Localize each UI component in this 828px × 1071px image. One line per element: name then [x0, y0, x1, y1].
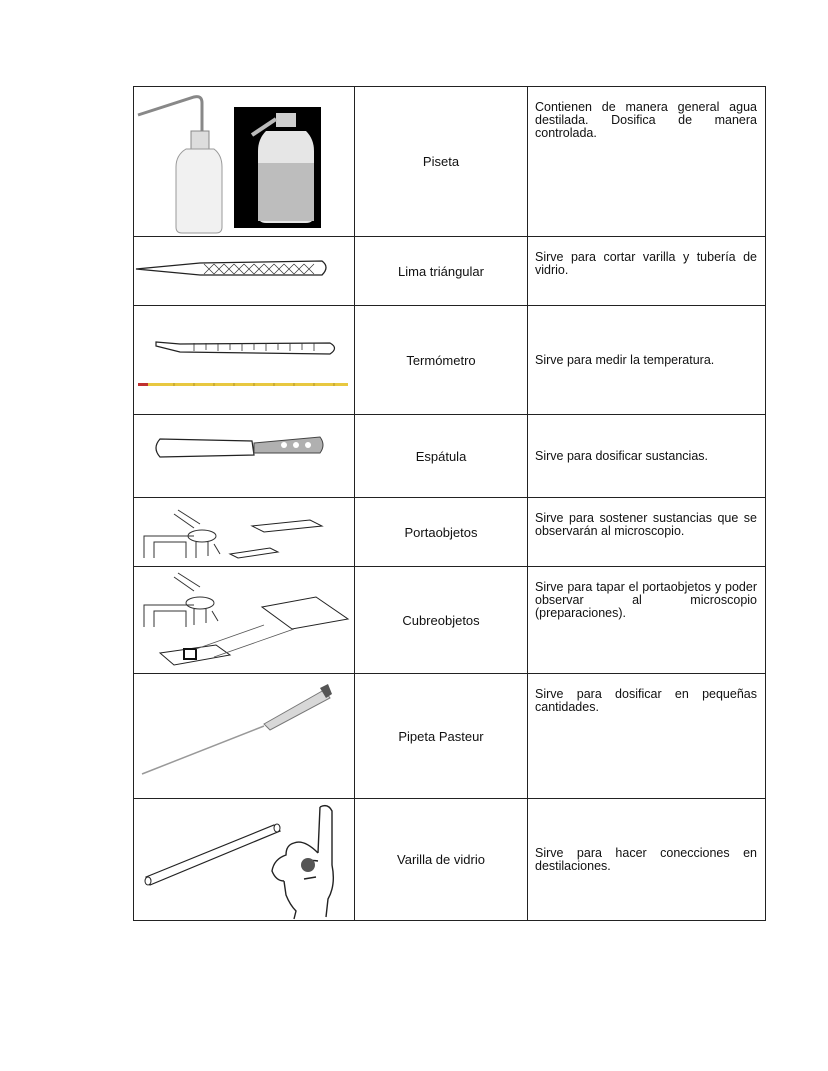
- item-description: Sirve para hacer conecciones en destilaciones.: [528, 799, 766, 921]
- image-cell: [134, 415, 355, 498]
- table-row: [134, 415, 766, 498]
- table-row: [134, 498, 766, 567]
- table-row: [134, 567, 766, 674]
- image-cell: [134, 306, 355, 415]
- glass-rod-icon: [134, 799, 354, 920]
- item-description: Sirve para dosificar sustancias.: [528, 415, 766, 498]
- thermometer-icon: [134, 306, 354, 414]
- item-name: Pipeta Pasteur: [355, 674, 528, 799]
- wash-bottle-icon: [134, 87, 354, 236]
- image-cell: [134, 674, 355, 799]
- spatula-icon: [134, 415, 354, 497]
- item-name: Lima triángular: [355, 237, 528, 306]
- triangular-file-icon: [134, 237, 354, 305]
- item-description: Sirve para medir la temperatura.: [528, 306, 766, 415]
- item-description: Contienen de manera general agua destilada. Dosifica de manera controlada.: [528, 87, 766, 237]
- image-cell: [134, 87, 355, 237]
- image-cell: [134, 237, 355, 306]
- item-name: Portaobjetos: [355, 498, 528, 567]
- table-row: [134, 799, 766, 921]
- table-row: [134, 306, 766, 415]
- cover-slip-icon: [134, 567, 354, 673]
- image-cell: [134, 799, 355, 921]
- item-description: Sirve para sostener sustancias que se observarán al microscopio.: [528, 498, 766, 567]
- pasteur-pipette-icon: [134, 674, 354, 798]
- lab-materials-table: [133, 86, 766, 921]
- item-description: Sirve para tapar el portaobjetos y poder observar al microscopio (preparaciones).: [528, 567, 766, 674]
- item-description: Sirve para cortar varilla y tubería de vidrio.: [528, 237, 766, 306]
- image-cell: [134, 567, 355, 674]
- image-cell: [134, 498, 355, 567]
- item-name: Espátula: [355, 415, 528, 498]
- microscope-slide-icon: [134, 498, 354, 566]
- item-description: Sirve para dosificar en pequeñas cantidades.: [528, 674, 766, 799]
- table-row: [134, 674, 766, 799]
- table-row: [134, 87, 766, 237]
- item-name: Piseta: [355, 87, 528, 237]
- item-name: Varilla de vidrio: [355, 799, 528, 921]
- table-row: [134, 237, 766, 306]
- item-name: Cubreobjetos: [355, 567, 528, 674]
- item-name: Termómetro: [355, 306, 528, 415]
